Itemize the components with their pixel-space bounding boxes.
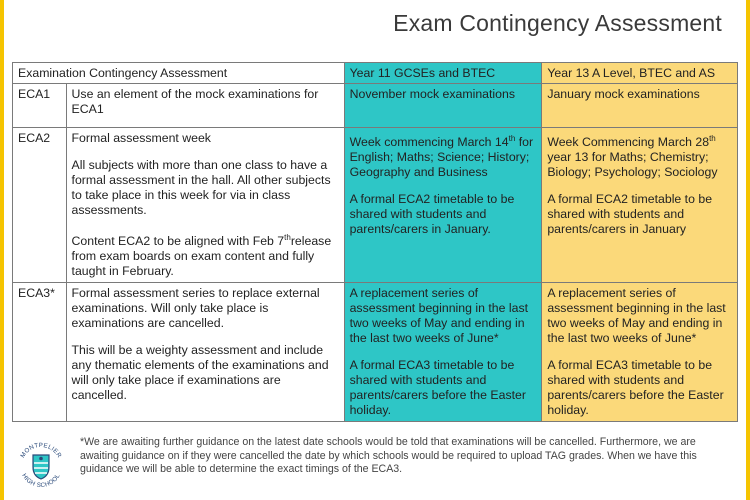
row-description: Formal assessment series to replace external examinations. Will only take place is examinations are cancelled. This will be a weighty assessment and include any thematic elements of the examinations and will only take place if examinations are cancelled. xyxy=(66,283,344,422)
page-title: Exam Contingency Assessment xyxy=(393,10,722,36)
table-header-row xyxy=(13,63,738,84)
footnote: *We are awaiting further guidance on the latest date schools would be told that examinations will be cancelled. Furthermore, we are awaiting guidance on if they were cancelled the date by which schools would be required to upload TAG grades. When we have this guidance we will be able to determine the exact timings of the ECA3. xyxy=(80,436,697,475)
header-year-11: Year 11 GCSEs and BTEC xyxy=(344,63,542,84)
school-logo xyxy=(14,436,68,492)
row-code: ECA1 xyxy=(13,84,67,128)
row-year-13-cell: January mock examinations xyxy=(542,84,738,128)
row-year-13-cell: Week Commencing March 28th year 13 for Maths; Chemistry; Biology; Psychology; Sociology A formal ECA2 timetable to be shared with students and parents/carers in January xyxy=(542,128,738,283)
school-crest-icon xyxy=(14,436,68,492)
right-accent-bar xyxy=(746,0,750,500)
svg-text:HIGH SCHOOL: HIGH SCHOOL xyxy=(20,472,62,490)
table-row-eca3 xyxy=(13,283,738,422)
row-code: ECA2 xyxy=(13,128,67,283)
header-assessment: Examination Contingency Assessment xyxy=(13,63,345,84)
row-year-11-cell: A replacement series of assessment beginning in the last two weeks of May and ending in the last two weeks of June* A formal ECA3 timetable to be shared with students and parents/carers before the Easter holiday. xyxy=(344,283,542,422)
row-description: Formal assessment week All subjects with more than one class to have a formal assessment in the hall. All other subjects to take place in this week for via in class assessments. Content ECA2 to be aligned with Feb 7threlease from exam boards on exam content and fully taught in February. xyxy=(66,128,344,283)
row-year-11-cell: Week commencing March 14th for English; Maths; Science; History; Geography and Business A formal ECA2 timetable to be shared with students and parents/carers in January. xyxy=(344,128,542,283)
svg-text:MONTPELIER: MONTPELIER xyxy=(19,441,63,460)
row-year-13-cell: A replacement series of assessment beginning in the last two weeks of May and ending in the last two weeks of June* A formal ECA3 timetable to be shared with students and parents/carers before the Easter holiday. xyxy=(542,283,738,422)
table-row-eca2 xyxy=(13,128,738,283)
table-row-eca1 xyxy=(13,84,738,128)
row-description: Use an element of the mock examinations for ECA1 xyxy=(66,84,344,128)
header-year-13: Year 13 A Level, BTEC and AS xyxy=(542,63,738,84)
row-year-11-cell: November mock examinations xyxy=(344,84,542,128)
contingency-table xyxy=(12,62,738,422)
row-code: ECA3* xyxy=(13,283,67,422)
left-accent-bar xyxy=(0,0,4,500)
